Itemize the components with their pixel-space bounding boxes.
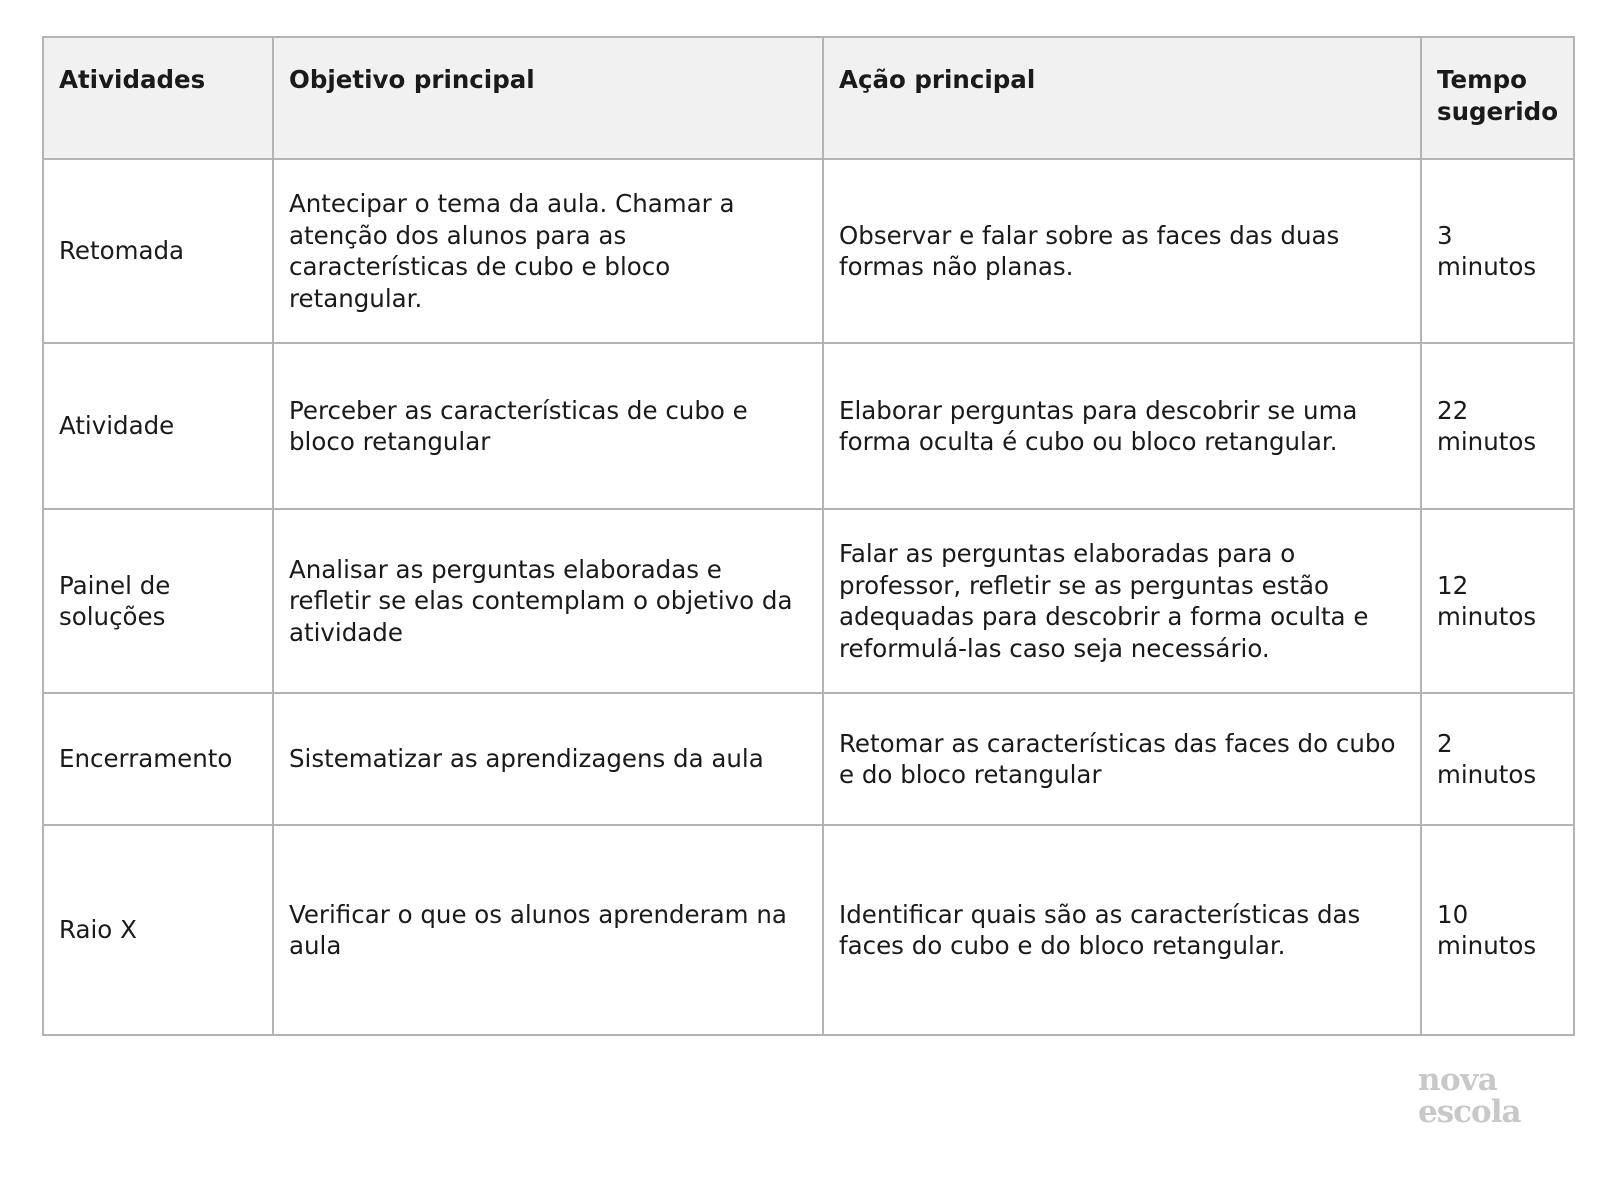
- cell-acao: Observar e falar sobre as faces das duas formas não planas.: [823, 159, 1421, 343]
- cell-acao: Retomar as características das faces do cubo e do bloco retangular: [823, 693, 1421, 825]
- cell-tempo: 22 minutos: [1421, 343, 1574, 509]
- cell-objetivo: Verificar o que os alunos aprenderam na aula: [273, 825, 823, 1035]
- cell-tempo: 2 minutos: [1421, 693, 1574, 825]
- nova-escola-logo: [1416, 1062, 1546, 1128]
- cell-acao: Identificar quais são as características das faces do cubo e do bloco retangular.: [823, 825, 1421, 1035]
- cell-atividade: Atividade: [43, 343, 273, 509]
- cell-objetivo: Sistematizar as aprendizagens da aula: [273, 693, 823, 825]
- header-atividades: Atividades: [43, 37, 273, 159]
- logo-line-nova: nova: [1418, 1062, 1498, 1098]
- cell-atividade: Raio X: [43, 825, 273, 1035]
- cell-objetivo: Perceber as características de cubo e bloco retangular: [273, 343, 823, 509]
- table-row: [43, 159, 1574, 343]
- table-header-row: [43, 37, 1574, 159]
- cell-tempo: 12 minutos: [1421, 509, 1574, 693]
- cell-objetivo: Analisar as perguntas elaboradas e refletir se elas contemplam o objetivo da atividade: [273, 509, 823, 693]
- cell-tempo: 3 minutos: [1421, 159, 1574, 343]
- lesson-plan-table: [42, 36, 1575, 1036]
- cell-acao: Elaborar perguntas para descobrir se uma forma oculta é cubo ou bloco retangular.: [823, 343, 1421, 509]
- cell-atividade: Encerramento: [43, 693, 273, 825]
- header-tempo: Tempo sugerido: [1421, 37, 1574, 159]
- table-row: [43, 825, 1574, 1035]
- cell-atividade: Retomada: [43, 159, 273, 343]
- cell-acao: Falar as perguntas elaboradas para o professor, refletir se as perguntas estão adequadas para descobrir a forma oculta e reformulá-las caso seja necessário.: [823, 509, 1421, 693]
- cell-tempo: 10 minutos: [1421, 825, 1574, 1035]
- header-objetivo: Objetivo principal: [273, 37, 823, 159]
- table-row: [43, 343, 1574, 509]
- header-acao: Ação principal: [823, 37, 1421, 159]
- table-row: [43, 509, 1574, 693]
- table-row: [43, 693, 1574, 825]
- logo-line-escola: escola: [1418, 1094, 1521, 1128]
- cell-atividade: Painel de soluções: [43, 509, 273, 693]
- cell-objetivo: Antecipar o tema da aula. Chamar a atenção dos alunos para as características de cubo e bloco retangular.: [273, 159, 823, 343]
